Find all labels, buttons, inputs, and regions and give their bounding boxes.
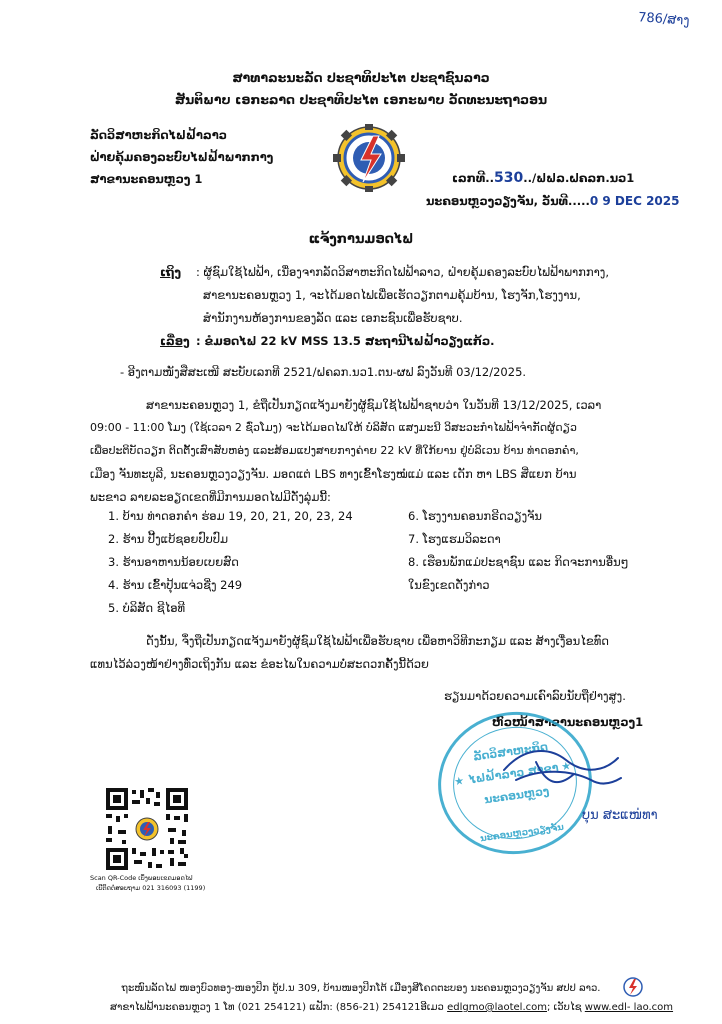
body-line: ເພື່ອປະຕິບັດວຽກ ຕິດຕັ້ງເສົາສັບຫອ່ງ ແລະສ້ອມແປງສາຍກາງຄ່າຍ 22 kV ທີ່ໃກ້ຍານ ຢູ່ບໍລິເວນ ບ້ານ ທ່າດອກຄໍາ, (90, 444, 579, 457)
to-line: ສາຂານະຄອນຫຼວງ 1, ຈະໄດ້ມອດໄຟເພື່ອເຮັດວຽກຕາມຄຸ້ມບ້ານ, ໂຮງຈັກ,ໂຮງງານ, (203, 288, 581, 302)
closing-line: ແທນໄວ້ລ່ວງໜ້າຢ່າງທົ່ວເຖິງກັນ ແລະ ຂໍອະໄພໃນຄວາມບໍ່ສະດວກຄັ້ງນີ້ດ້ວຍ (90, 657, 429, 671)
org-line2: ຝ່າຍຄຸ້ມຄອງລະບົບໄຟຟ້າພາກກາງ (90, 150, 274, 164)
signature-scribble-icon (496, 740, 626, 800)
edl-footer-logo-icon (622, 976, 644, 998)
edl-logo-icon (330, 124, 408, 192)
reference-line: - ອີງຕາມໜັງສືສະເໜີ ສະບັບເລກທີ 2521/ຝຄລກ.ນວ1.ຕນ-ຜຟ ລົງວັນທີ 03/12/2025. (120, 365, 527, 379)
body-line: ເມືອງ ຈັນທະບູລີ, ນະຄອນຫຼວງວຽງຈັນ. ມອດແຕ່ LBS ທາງເຂົ້າໂຮງໝໍແມ່ ແລະ ເດັກ ຫາ LBS ສີ່ແຍກ ບ້ານ (90, 467, 577, 481)
qr-caption: Scan QR-Code ເບິ່ງພອບເຂດມອດໄຟ (90, 874, 193, 882)
footer-contact: ສາຂາໄຟຟ້ານະຄອນຫຼວງ 1 ໂທ (021 254121) ແຟັກ: (856-21) 254121ອີເມວ edlgmo@laotel.com; ເວັບໄຊ www.edl- lao.com (110, 1002, 674, 1013)
qr-code-icon[interactable] (104, 786, 190, 872)
list-item: 2. ຮ້ານ ປີ້ງແບ້ຊອຍປົບປົມ (108, 532, 229, 546)
list-item: 4. ຮ້ານ ເຂົ້າປຸ້ນແຈ່ວຊີ່ງ 249 (108, 578, 243, 592)
qr-caption: ເບີຕິດຕໍ່ສອບຖາມ 021 316093 (1199) (96, 884, 206, 892)
footer-email-link[interactable]: edlgmo@laotel.com (447, 1002, 547, 1013)
list-item: 1. ບ້ານ ທ່າດອກຄໍາ ຮ່ອມ 19, 20, 21, 20, 23, 24 (108, 509, 353, 523)
page-title: ແຈ້ງການມອດໄຟ (308, 232, 414, 247)
subject-label: ເລື່ອງ (160, 334, 190, 348)
closing-line: ດັ່ງນັ້ນ, ຈຶ່ງຖືເປັນກຽດແຈ້ງມາຍັງຜູ້ຊົມໃຊ້ໄຟຟ້າເພື່ອຮັບຊາບ ເພື່ອຫາວິທີກະກຽມ ແລະ ສ້າງເງື່ອນໄຂທົດ (146, 634, 609, 648)
list-item: 6. ໂຮງງານຄອນກຣີດວຽງຈັນ (408, 509, 542, 523)
footer-address: ຖະໜົນລັດໄຟ ໜອງບົວທອງ-ໜອງປິກ ຕູ້ປ.ນ 309, ບ້ານໜອງປິກໂຕ້ ເມືອງສີໂຄດຕະບອງ ນະຄອນຫຼວງວຽງຈັນ ສປປ ລາວ. (121, 983, 601, 994)
doc-number: ເລກທີ..530../ຟຟລ.ຝຄລກ.ນວ1 (452, 170, 635, 186)
to-line: ສໍານັກງານຫ້ອງການຂອງລັດ ແລະ ເອກະຊົນເພື່ອຮັບຊາບ. (203, 311, 463, 325)
national-header-line2: ສັນຕິພາບ ເອກະລາດ ປະຊາທິປະໄຕ ເອກະພາບ ວັດທະນະຖາວອນ (174, 92, 548, 107)
list-item: 7. ໂຮງແຮມວິລະດາ (408, 532, 501, 546)
list-item: 5. ບໍລິສັດ ຊີໄອທີ (108, 601, 186, 615)
official-stamp: ລັດວິສາຫະກິດ ໄຟຟ້າລາວ ສາຂາ ນະຄອນຫຼວງ ນະຄອນຫຼວງວຽງຈັນ ★ ★ (429, 702, 601, 864)
list-item: 8. ເຮືອນພັກແມ່ປະຊາຊົນ ແລະ ກິດຈະການອື່ນໆ (408, 555, 629, 569)
body-line: ພະຂາວ ລາຍລະອຽດເຂດທີ່ມີການມອດໄຟມີດັ່ງລຸ່ມນີ້: (90, 490, 331, 504)
org-line3: ສາຂານະຄອນຫຼວງ 1 (90, 172, 203, 186)
list-item: ໃນຂົງເຂດດັ່ງກ່າວ (408, 578, 490, 592)
regards-line: ຮຽນມາດ້ວຍຄວາມເຄົາລົບນັບຖືຢ່າງສູງ. (444, 689, 626, 703)
body-line: 09:00 - 11:00 ໂມງ (ໃຊ້ເວລາ 2 ຊົ່ວໂມງ) ຈະໄດ້ມອດໄຟໃຫ້ ບໍລິສັດ ແສງມະນີ ວິສະວະກໍາໄຟຟ້າຈໍາກັດຜູ້ດຽວ (90, 421, 577, 434)
list-item: 3. ຮ້ານອາຫານນ້ອຍເບຍສົດ (108, 555, 239, 569)
doc-place-date: ນະຄອນຫຼວງວຽງຈັນ, ວັນທີ.....0 9 DEC 2025 (426, 194, 680, 208)
org-line1: ລັດວິສາຫະກິດໄຟຟ້າລາວ (90, 128, 227, 142)
signature-title: ຫົວໜ້າສາຂານະຄອນຫຼວງ1 (492, 715, 644, 729)
to-line: : ຜູ້ຊົມໃຊ້ໄຟຟ້າ, ເນື່ອງຈາກລັດວິສາຫະກິດໄຟຟ້າລາວ, ຝ່າຍຄຸ້ມຄອງລະບົບໄຟຟ້າພາກກາງ, (196, 265, 609, 279)
body-line: ສາຂານະຄອນຫຼວງ 1, ຂໍຖືເປັນກຽດແຈ້ງມາຍັງຜູ້ຊົມໃຊ້ໄຟຟ້າຊາບວ່າ ໃນວັນທີ 13/12/2025, ເວລາ (146, 398, 602, 412)
signer-name: ບຸນ ສະແໜ່ທາ (582, 808, 658, 823)
footer-website-link[interactable]: www.edl- lao.com (584, 1002, 674, 1013)
to-label: ເຖິງ (160, 265, 182, 279)
subject-text: : ຂໍມອດໄຟ 22 kV MSS 13.5 ສະຖານີໄຟຟ້າວຽງແກ້ວ. (196, 334, 495, 348)
national-header-line1: ສາທາລະນະລັດ ປະຊາທິປະໄຕ ປະຊາຊົນລາວ (232, 70, 490, 85)
handwritten-reference: 786/ສາງ (637, 10, 691, 29)
